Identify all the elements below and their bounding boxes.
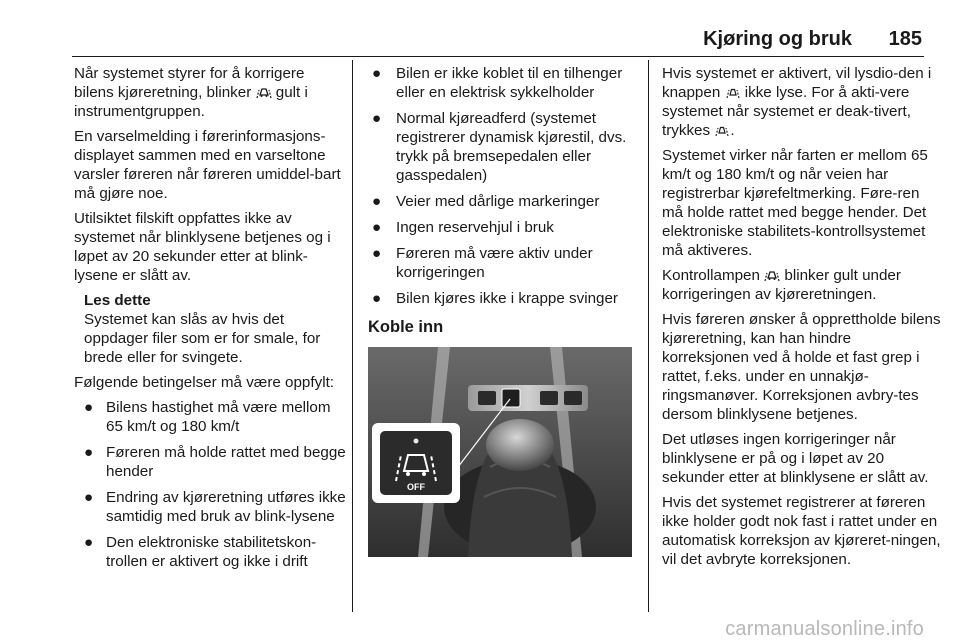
lane-keep-button-small-icon xyxy=(714,123,730,137)
header-rule xyxy=(72,56,924,57)
center-console-photo xyxy=(368,347,632,557)
lane-keep-assist-icon xyxy=(764,268,780,282)
chapter-title: Kjøring og bruk xyxy=(703,28,852,50)
console-button[interactable] xyxy=(564,391,582,405)
console-button[interactable] xyxy=(478,391,496,405)
paragraph-correction: Når systemet styrer for å korrigere bilens kjøreretning, blinker gult i instrumentgruppen. xyxy=(74,65,308,120)
lane-keep-assist-icon xyxy=(256,85,272,99)
column-divider-2 xyxy=(648,60,649,612)
conditions-list-continued xyxy=(368,64,640,308)
list-item: ● Bilens hastighet må være mellom 65 km/t og 180 km/t xyxy=(84,399,331,435)
list-item: ● Bilen kjøres ikke i krappe svinger xyxy=(372,290,618,307)
lane-keep-console-button[interactable] xyxy=(502,389,520,407)
list-item: ● Normal kjøreadferd (systemet registrerer dynamisk kjørestil, dvs. trykk på bremsepedalen eller gasspedalen) xyxy=(372,110,627,184)
paragraph-hands-off: Hvis det systemet registrerer at føreren ikke holder godt nok fast i rattet under en automatisk korreksjon av kjøreret-ningen, vil det avbryte korreksjonen. xyxy=(662,494,941,568)
paragraph-conditions: Følgende betingelser må være oppfylt: xyxy=(74,374,335,391)
paragraph-indicator: Kontrollampen blinker gult under korrigeringen av kjøreretningen. xyxy=(662,267,901,303)
button-off-label: OFF xyxy=(407,482,425,492)
paragraph-no-correction: Det utløses ingen korrigeringer når blinklysene er på og i løpet av 20 sekunder etter at blinklysene er slått av. xyxy=(662,431,929,486)
paragraph-warning: En varselmelding i førerinformasjons-displayet sammen med en varseltone varsler føreren når føreren umiddel-bart må gjøre noe. xyxy=(74,128,341,202)
list-item: ● Den elektroniske stabilitetskon-trollen er aktivert og ikke i drift xyxy=(84,534,317,570)
gear-knob xyxy=(486,419,554,471)
list-item: ● Føreren må være aktiv under korrigeringen xyxy=(372,245,593,281)
note-box xyxy=(84,291,346,367)
note-title: Les dette xyxy=(84,292,151,309)
watermark: carmanualsonline.info xyxy=(725,618,924,640)
column-divider-1 xyxy=(352,60,353,612)
paragraph-unintended: Utilsiktet filskift oppfattes ikke av systemet når blinklysene betjenes og i løpet av 20 sekunder etter at blink-lysene er slått av. xyxy=(74,210,331,284)
lane-keep-button-small-icon xyxy=(725,85,741,99)
console-button[interactable] xyxy=(540,391,558,405)
list-item: ● Bilen er ikke koblet til en tilhenger eller en elektrisk sykkelholder xyxy=(372,65,623,101)
section-heading-koble-inn: Koble inn xyxy=(368,318,444,336)
paragraph-override: Hvis føreren ønsker å opprettholde bilens kjøreretning, kan han hindre korreksjonen ved å holde et fast grep i rattet, f.eks. under en unnakjø-ringsmanøver. Korreksjonen avbry-tes dersom blinklysene betjenes. xyxy=(662,311,941,423)
list-item: ● Ingen reservehjul i bruk xyxy=(372,219,554,236)
page-number: 185 xyxy=(888,28,922,50)
list-item: ● Endring av kjøreretning utføres ikke samtidig med bruk av blink-lysene xyxy=(84,489,346,525)
list-item: ● Veier med dårlige markeringer xyxy=(372,193,600,210)
list-item: ● Føreren må holde rattet med begge hender xyxy=(84,444,346,480)
page-header xyxy=(0,0,960,60)
paragraph-speed-range: Systemet virker når farten er mellom 65 km/t og 180 km/t og når veien har registrerbar kjørefeltmerking. Føre-ren må holde rattet med begge hender. Det elektroniske stabilitets-kontrollsystemet må aktiveres. xyxy=(662,147,928,259)
column-2 xyxy=(368,64,640,557)
conditions-list xyxy=(74,398,346,571)
column-1 xyxy=(74,64,346,578)
note-text: Systemet kan slås av hvis det oppdager filer som er for smale, for brede eller for svingete. xyxy=(84,311,321,366)
column-3 xyxy=(662,64,942,575)
paragraph-activation: Hvis systemet er aktivert, vil lysdio-den i knappen ikke lyse. For å akti-vere systemet når systemet er deak-tivert, trykkes . xyxy=(662,65,932,139)
